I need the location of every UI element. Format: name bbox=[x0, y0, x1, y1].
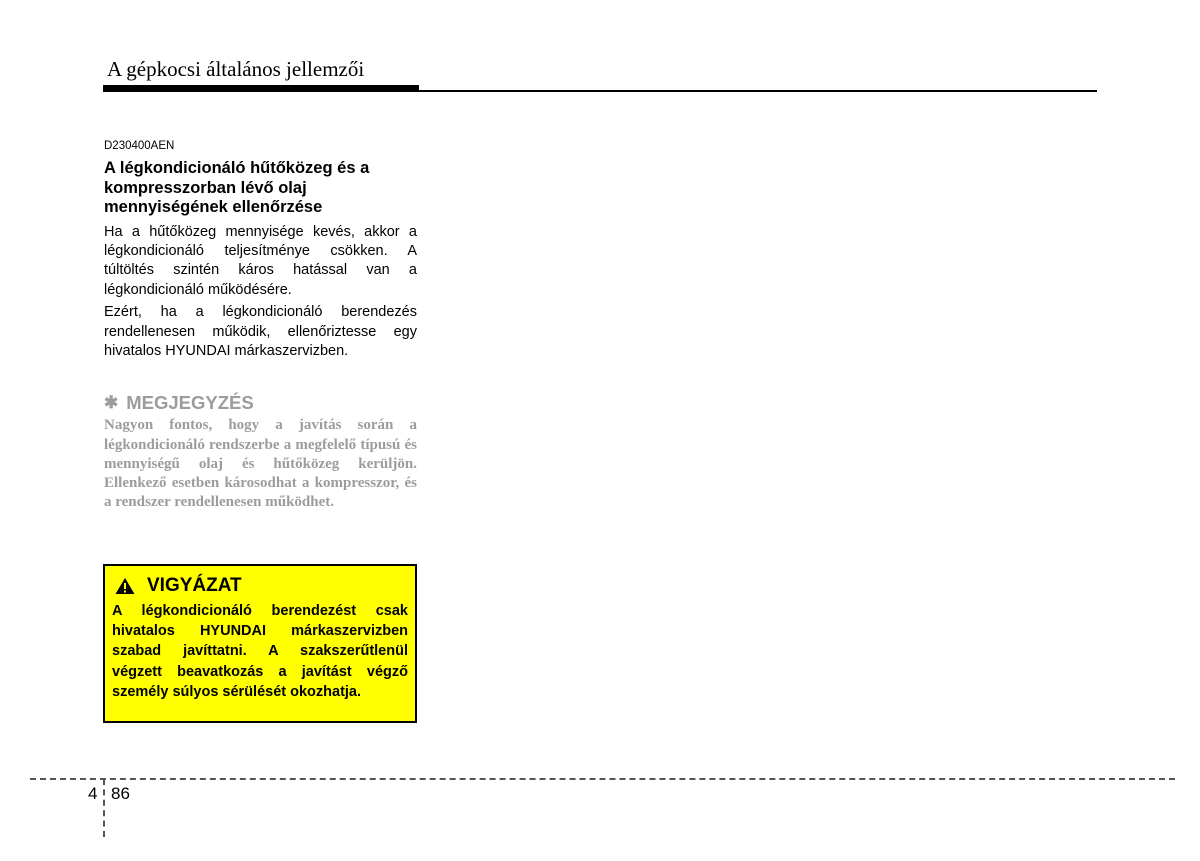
warning-heading bbox=[115, 575, 242, 597]
warning-box bbox=[103, 564, 417, 723]
warning-triangle-icon bbox=[115, 577, 135, 595]
section-heading-line: mennyiségének ellenőrzése bbox=[104, 198, 323, 216]
note-heading-label: MEGJEGYZÉS bbox=[126, 392, 254, 414]
section-heading-line: A légkondicionáló hűtőközeg és a bbox=[104, 159, 370, 177]
header-rule-thin bbox=[103, 90, 1097, 92]
footer-rule bbox=[30, 778, 1175, 780]
page-header-title: A gépkocsi általános jellemzői bbox=[107, 57, 365, 81]
page-number: 86 bbox=[111, 784, 130, 803]
warning-text: A légkondicionáló berendezést csak hivatalos HYUNDAI márkaszervizben szabad javíttatni. A szakszerűtlenül végzett beavatkozás a javítást végző személy súlyos sérülését okozhatja. bbox=[112, 603, 408, 700]
section-heading bbox=[104, 159, 417, 218]
note-text: Nagyon fontos, hogy a javítás során a légkondicionáló rendszerbe a megfelelő típusú és mennyiségű olaj és hűtőközeg kerüljön. Ellenkező esetben károsodhat a kompresszor, és a rendszer rendellenesen működhet. bbox=[104, 417, 417, 511]
chapter-number: 4 bbox=[88, 784, 98, 803]
footer-divider bbox=[103, 779, 105, 837]
body-paragraph: Ha a hűtőközeg mennyisége kevés, akkor a légkondicionáló teljesítménye csökken. A túltöltés szintén káros hatással van a légkondicionáló működésére. bbox=[104, 223, 417, 298]
warning-heading-label: VIGYÁZAT bbox=[147, 575, 242, 596]
body-paragraph: Ezért, ha a légkondicionáló berendezés rendellenesen működik, ellenőriztesse egy hivatalos HYUNDAI márkaszervizben. bbox=[104, 304, 417, 359]
content-column bbox=[104, 139, 417, 512]
section-heading-line: kompresszorban lévő olaj bbox=[104, 178, 307, 197]
note-heading bbox=[104, 392, 417, 414]
section-code: D230400AEN bbox=[104, 140, 175, 152]
asterisk-icon: ✱ bbox=[104, 393, 119, 413]
